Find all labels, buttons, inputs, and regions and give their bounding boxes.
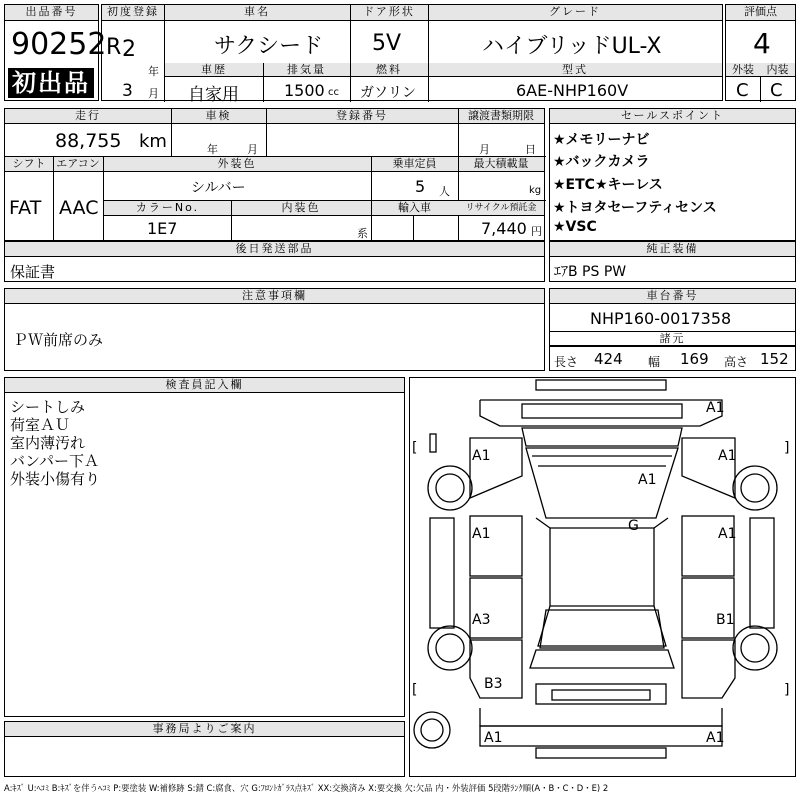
ext-color-value: シルバー bbox=[191, 180, 246, 196]
color-no-label: カラーNo. bbox=[104, 201, 231, 216]
after-parts-value: 保証書 bbox=[10, 263, 56, 281]
first-reg-month: 3 bbox=[122, 81, 133, 101]
height-label: 高さ bbox=[724, 355, 749, 369]
length-label: 長さ bbox=[554, 355, 579, 369]
recycle-label: リサイクル預託金 bbox=[458, 201, 544, 216]
bracket-right: ] bbox=[784, 682, 790, 698]
sales-point-item: ★VSC bbox=[553, 219, 597, 235]
width-value: 169 bbox=[680, 350, 709, 368]
after-parts-box bbox=[4, 241, 545, 282]
office-label: 事務局よりご案内 bbox=[5, 722, 404, 737]
door-label: ドア形状 bbox=[350, 5, 428, 21]
first-reg-year: 2 bbox=[122, 37, 136, 62]
inspection-label: 車検 bbox=[171, 109, 266, 124]
aircon-value: AAC bbox=[59, 197, 99, 219]
first-reg-era: R bbox=[106, 35, 122, 60]
displacement-label: 排気量 bbox=[263, 63, 350, 77]
max-load-label: 最大積載量 bbox=[458, 157, 544, 172]
capacity-value: 5 bbox=[415, 177, 426, 196]
int-color-label: 内装色 bbox=[231, 201, 371, 216]
office-box bbox=[4, 721, 405, 777]
first-listing-badge: 初出品 bbox=[8, 68, 94, 98]
bracket-right: ] bbox=[784, 440, 790, 456]
history-label: 車歴 bbox=[165, 63, 263, 77]
inspector-line: 室内薄汚れ bbox=[10, 434, 86, 452]
width-label: 幅 bbox=[648, 355, 661, 369]
inspector-line: 外装小傷有り bbox=[10, 470, 101, 488]
inspector-line: バンパー下Ａ bbox=[10, 452, 99, 470]
bracket-left: [ bbox=[412, 682, 418, 698]
mileage-unit: km bbox=[139, 131, 167, 152]
car-outline bbox=[410, 378, 795, 776]
sales-points-label: セールスポイント bbox=[550, 109, 795, 124]
model-code-label: 型式 bbox=[428, 63, 722, 77]
damage-mark: A1 bbox=[706, 400, 725, 416]
car-diagram bbox=[409, 377, 796, 777]
reg-number-label: 登録番号 bbox=[266, 109, 458, 124]
damage-mark: A1 bbox=[718, 526, 737, 542]
damage-mark: A1 bbox=[718, 448, 737, 464]
inspector-label: 検査員記入欄 bbox=[5, 378, 404, 393]
color-no-value: 1E7 bbox=[147, 219, 178, 238]
displacement-value: 1500 bbox=[284, 81, 325, 100]
notes-box bbox=[4, 288, 545, 371]
score-box bbox=[725, 4, 796, 101]
mileage-value: 88,755 bbox=[55, 130, 122, 152]
interior-grade-value: C bbox=[770, 80, 783, 101]
inspector-box bbox=[4, 377, 405, 717]
damage-mark: A1 bbox=[706, 730, 725, 746]
chassis-box bbox=[549, 288, 796, 371]
sales-point-item: ★トヨタセーフティセンス bbox=[553, 200, 717, 216]
import-car-label: 輸入車 bbox=[371, 201, 458, 216]
vehicle-info-top bbox=[101, 4, 723, 105]
inspector-line: 荷室ＡＵ bbox=[10, 416, 71, 434]
equipment-value: ｴｱB PS PW bbox=[554, 264, 627, 280]
damage-mark: B1 bbox=[716, 612, 735, 628]
height-value: 152 bbox=[760, 350, 789, 368]
damage-mark: B3 bbox=[484, 676, 503, 692]
damage-mark: G bbox=[628, 518, 639, 534]
first-reg-month-unit: 月 bbox=[148, 87, 159, 100]
capacity-label: 乗車定員 bbox=[371, 157, 458, 172]
legend: A:ｷｽﾞ U:ﾍｺﾐ B:ｷｽﾞを伴うﾍｺﾐ P:要塗装 W:補修跡 S:錆 C:腐食、穴 G:ﾌﾛﾝﾄｶﾞﾗｽ点ｷｽﾞ XX:交換済み X:要交換 欠:欠品 内・外装評価 5段階ﾗﾝｸ順(A・B・C・D・E) 2 bbox=[4, 783, 609, 793]
sales-point-item: ★ETC★キーレス bbox=[553, 177, 663, 193]
vehicle-details bbox=[4, 108, 545, 241]
fuel-value: ガソリン bbox=[360, 85, 416, 101]
car-name-label: 車名 bbox=[164, 5, 350, 21]
notes-value: ＰＷ前席のみ bbox=[13, 331, 104, 349]
notes-label: 注意事項欄 bbox=[5, 289, 544, 304]
lot-number: 90252 bbox=[11, 27, 107, 62]
exterior-grade-label: 外装 bbox=[726, 63, 760, 77]
sales-point-item: ★バックカメラ bbox=[553, 154, 650, 170]
transfer-month-unit: 月 bbox=[479, 143, 490, 156]
first-reg-label: 初度登録 bbox=[102, 5, 164, 21]
transfer-day-unit: 日 bbox=[525, 143, 536, 156]
mileage-label: 走行 bbox=[5, 109, 171, 124]
sales-point-item: ★メモリーナビ bbox=[553, 132, 650, 148]
chassis-label: 車台番号 bbox=[550, 289, 795, 304]
grade-value: ハイブリッドUL-X bbox=[482, 34, 662, 59]
history-value: 自家用 bbox=[188, 85, 239, 105]
grade-label: グレード bbox=[428, 5, 722, 21]
model-code-value: 6AE-NHP160V bbox=[516, 81, 629, 100]
chassis-value: NHP160-0017358 bbox=[590, 309, 732, 328]
shift-label: シフト bbox=[5, 157, 53, 172]
inspection-month-unit: 月 bbox=[247, 143, 258, 156]
car-name-value: サクシード bbox=[214, 34, 324, 59]
interior-grade-label: 内装 bbox=[760, 63, 795, 77]
inspector-line: シートしみ bbox=[10, 398, 86, 416]
score-label: 評価点 bbox=[726, 5, 795, 21]
equipment-box bbox=[549, 241, 796, 282]
damage-mark: A3 bbox=[472, 612, 491, 628]
dimensions-label: 諸元 bbox=[550, 332, 795, 346]
damage-mark: A1 bbox=[484, 730, 503, 746]
inspection-year-unit: 年 bbox=[207, 143, 218, 156]
aircon-label: エアコン bbox=[53, 157, 103, 172]
exterior-grade-value: C bbox=[736, 80, 749, 101]
transfer-deadline-label: 譲渡書類期限 bbox=[458, 109, 544, 124]
fuel-label: 燃料 bbox=[350, 63, 428, 77]
length-value: 424 bbox=[594, 350, 623, 368]
lot-label: 出品番号 bbox=[5, 5, 98, 21]
sales-points-box bbox=[549, 108, 796, 241]
damage-mark: A1 bbox=[472, 526, 491, 542]
damage-mark: A1 bbox=[472, 448, 491, 464]
recycle-value: 7,440 bbox=[481, 219, 527, 238]
first-reg-year-unit: 年 bbox=[148, 65, 159, 78]
displacement-unit: cc bbox=[328, 87, 339, 98]
shift-value: FAT bbox=[9, 197, 42, 219]
score-value: 4 bbox=[753, 27, 771, 60]
damage-mark: A1 bbox=[638, 472, 657, 488]
max-load-unit: kg bbox=[529, 185, 542, 196]
int-color-unit: 系 bbox=[357, 227, 368, 240]
capacity-unit: 人 bbox=[439, 185, 450, 198]
equipment-label: 純正装備 bbox=[550, 242, 795, 257]
ext-color-label: 外装色 bbox=[103, 157, 371, 172]
recycle-unit: 円 bbox=[531, 225, 542, 238]
lot-box bbox=[4, 4, 107, 101]
door-value: 5V bbox=[372, 31, 402, 56]
after-parts-label: 後日発送部品 bbox=[5, 242, 544, 257]
bracket-left: [ bbox=[412, 440, 418, 456]
